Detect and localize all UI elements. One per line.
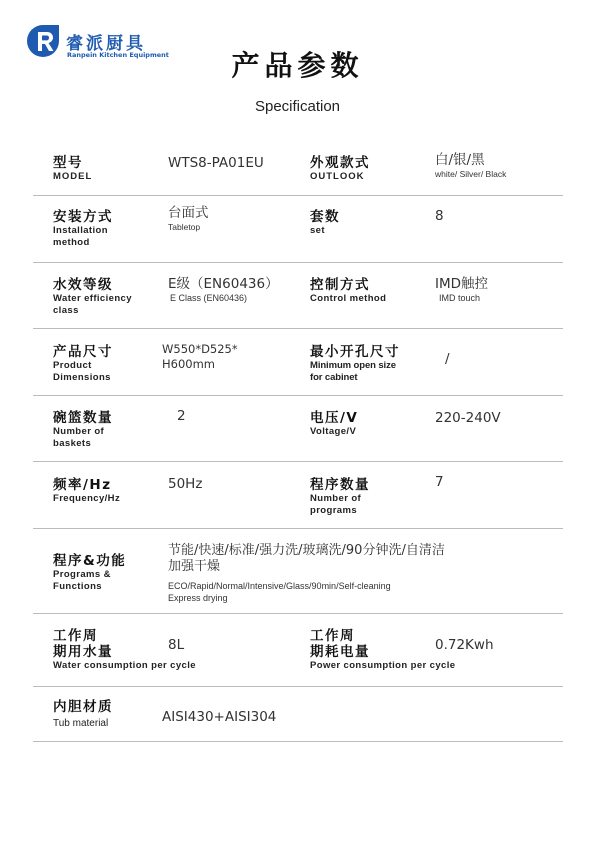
programs-functions-value	[168, 543, 445, 604]
water-efficiency-label-cn: 水效等级	[53, 277, 113, 293]
row-divider	[33, 613, 563, 614]
set-label-en: set	[310, 225, 325, 236]
power-consumption-label	[310, 628, 455, 672]
water-efficiency-label	[53, 277, 132, 317]
voltage-label-cn: 电压/V	[310, 410, 359, 426]
outlook-value-text: 白/银/黑	[435, 152, 485, 168]
programs-count-label-en-1: Number of	[310, 493, 362, 504]
installation-label-cn: 安装方式	[53, 209, 113, 225]
control-method-value	[435, 276, 488, 304]
row-divider	[33, 528, 563, 529]
voltage-value-text: 220-240V	[435, 410, 501, 426]
row-divider	[33, 741, 563, 742]
water-consumption-label-en: Water consumption per cycle	[53, 660, 196, 671]
page-title: 产品参数	[231, 49, 364, 82]
programs-functions-label-en-1: Programs &	[53, 569, 111, 580]
water-consumption-value	[168, 637, 184, 653]
power-consumption-label-cn-2: 期耗电量	[310, 644, 370, 660]
power-consumption-value	[435, 637, 494, 653]
programs-count-value	[435, 474, 444, 490]
tub-material-value-text: AISI430+AISI304	[162, 709, 277, 725]
tub-material-value	[162, 709, 276, 725]
water-consumption-value-text: 8L	[168, 637, 185, 653]
installation-label	[53, 209, 113, 249]
programs-functions-label	[53, 553, 126, 593]
min-open-size-label-cn: 最小开孔尺寸	[310, 344, 400, 360]
frequency-label-cn: 频率/Hz	[53, 477, 112, 493]
dimensions-value-line-1: W550*D525*	[162, 342, 238, 356]
installation-label-en-1: Installation	[53, 225, 108, 236]
installation-label-en-2: method	[53, 237, 90, 248]
min-open-size-value	[445, 351, 450, 367]
min-open-size-value-text: /	[445, 351, 450, 367]
baskets-label-en-2: baskets	[53, 438, 92, 449]
dimensions-label-en-1: Product	[53, 360, 92, 371]
frequency-label-en: Frequency/Hz	[53, 493, 121, 504]
baskets-label-cn: 碗篮数量	[53, 410, 113, 426]
row-divider	[33, 328, 563, 329]
programs-functions-value-en-1: ECO/Rapid/Normal/Intensive/Glass/90min/Self-cleaning	[168, 581, 391, 591]
frequency-label	[53, 477, 120, 505]
programs-functions-value-cn-2: 加强干燥	[168, 559, 221, 574]
model-label-en: MODEL	[53, 171, 93, 182]
min-open-size-label	[310, 344, 400, 384]
model-label	[53, 155, 92, 183]
min-open-size-label-en-1: Minimum open size	[310, 360, 396, 371]
set-value-text: 8	[435, 208, 444, 224]
power-consumption-label-cn-1: 工作周	[310, 628, 355, 644]
tub-material-label-en: Tub material	[53, 718, 109, 729]
dimensions-label-cn: 产品尺寸	[53, 344, 113, 360]
set-value	[435, 208, 444, 224]
frequency-value-text: 50Hz	[168, 476, 203, 492]
page-subtitle: Specification	[254, 98, 341, 115]
programs-count-label	[310, 477, 370, 517]
baskets-label-en-1: Number of	[53, 426, 105, 437]
control-method-value-text: IMD触控	[435, 276, 489, 292]
dimensions-value-line-2: H600mm	[162, 357, 216, 371]
row-divider	[33, 195, 563, 196]
model-label-cn: 型号	[53, 155, 83, 171]
frequency-value	[168, 476, 202, 492]
programs-functions-label-cn: 程序&功能	[53, 553, 127, 569]
water-efficiency-value	[168, 276, 279, 304]
programs-functions-value-en-2: Express drying	[168, 593, 228, 603]
set-label	[310, 209, 340, 237]
water-efficiency-value-sub: E Class (EN60436)	[170, 293, 248, 303]
power-consumption-value-text: 0.72Kwh	[435, 637, 494, 653]
dimensions-label-en-2: Dimensions	[53, 372, 111, 383]
installation-value-sub: Tabletop	[168, 222, 201, 232]
programs-functions-value-cn-1: 节能/快速/标准/强力洗/玻璃洗/90分钟洗/自清洁	[168, 543, 445, 558]
control-method-label	[310, 277, 386, 305]
baskets-value-text: 2	[177, 408, 186, 424]
installation-value	[168, 205, 209, 233]
row-divider	[33, 395, 563, 396]
voltage-label	[310, 410, 358, 438]
voltage-label-en: Voltage/V	[310, 426, 357, 437]
water-consumption-label-cn-1: 工作周	[53, 628, 98, 644]
baskets-value	[177, 408, 186, 424]
programs-count-value-text: 7	[435, 474, 444, 490]
brand-name-en: Ranpein Kitchen Equipment	[67, 51, 169, 59]
control-method-label-cn: 控制方式	[310, 277, 370, 293]
tub-material-label-cn: 内胆材质	[53, 699, 113, 715]
outlook-label-cn: 外观款式	[310, 155, 370, 171]
outlook-value	[435, 152, 506, 180]
row-divider	[33, 262, 563, 263]
dimensions-value	[162, 342, 238, 372]
model-value	[168, 155, 264, 171]
set-label-cn: 套数	[310, 209, 340, 225]
control-method-label-en: Control method	[310, 293, 387, 304]
outlook-value-sub: white/ Silver/ Black	[435, 169, 507, 179]
brand-name-cn: 睿派厨具	[66, 34, 146, 54]
model-value-text: WTS8-PA01EU	[168, 155, 264, 171]
programs-count-label-cn: 程序数量	[310, 477, 370, 493]
water-consumption-label-cn-2: 期用水量	[53, 644, 113, 660]
outlook-label	[310, 155, 370, 183]
tub-material-label	[53, 699, 113, 730]
installation-value-text: 台面式	[168, 205, 209, 221]
row-divider	[33, 686, 563, 687]
programs-functions-label-en-2: Functions	[53, 581, 102, 592]
baskets-label	[53, 410, 113, 450]
water-efficiency-value-text: E级（EN60436）	[168, 276, 279, 292]
row-divider	[33, 461, 563, 462]
min-open-size-label-en-2: for cabinet	[310, 372, 358, 383]
water-efficiency-label-en-2: class	[53, 305, 79, 316]
power-consumption-label-en: Power consumption per cycle	[310, 660, 456, 671]
programs-count-label-en-2: programs	[310, 505, 358, 516]
voltage-value	[435, 410, 501, 426]
water-efficiency-label-en-1: Water efficiency	[53, 293, 132, 304]
dimensions-label	[53, 344, 113, 384]
control-method-value-sub: IMD touch	[439, 293, 481, 303]
outlook-label-en: OUTLOOK	[310, 171, 365, 182]
